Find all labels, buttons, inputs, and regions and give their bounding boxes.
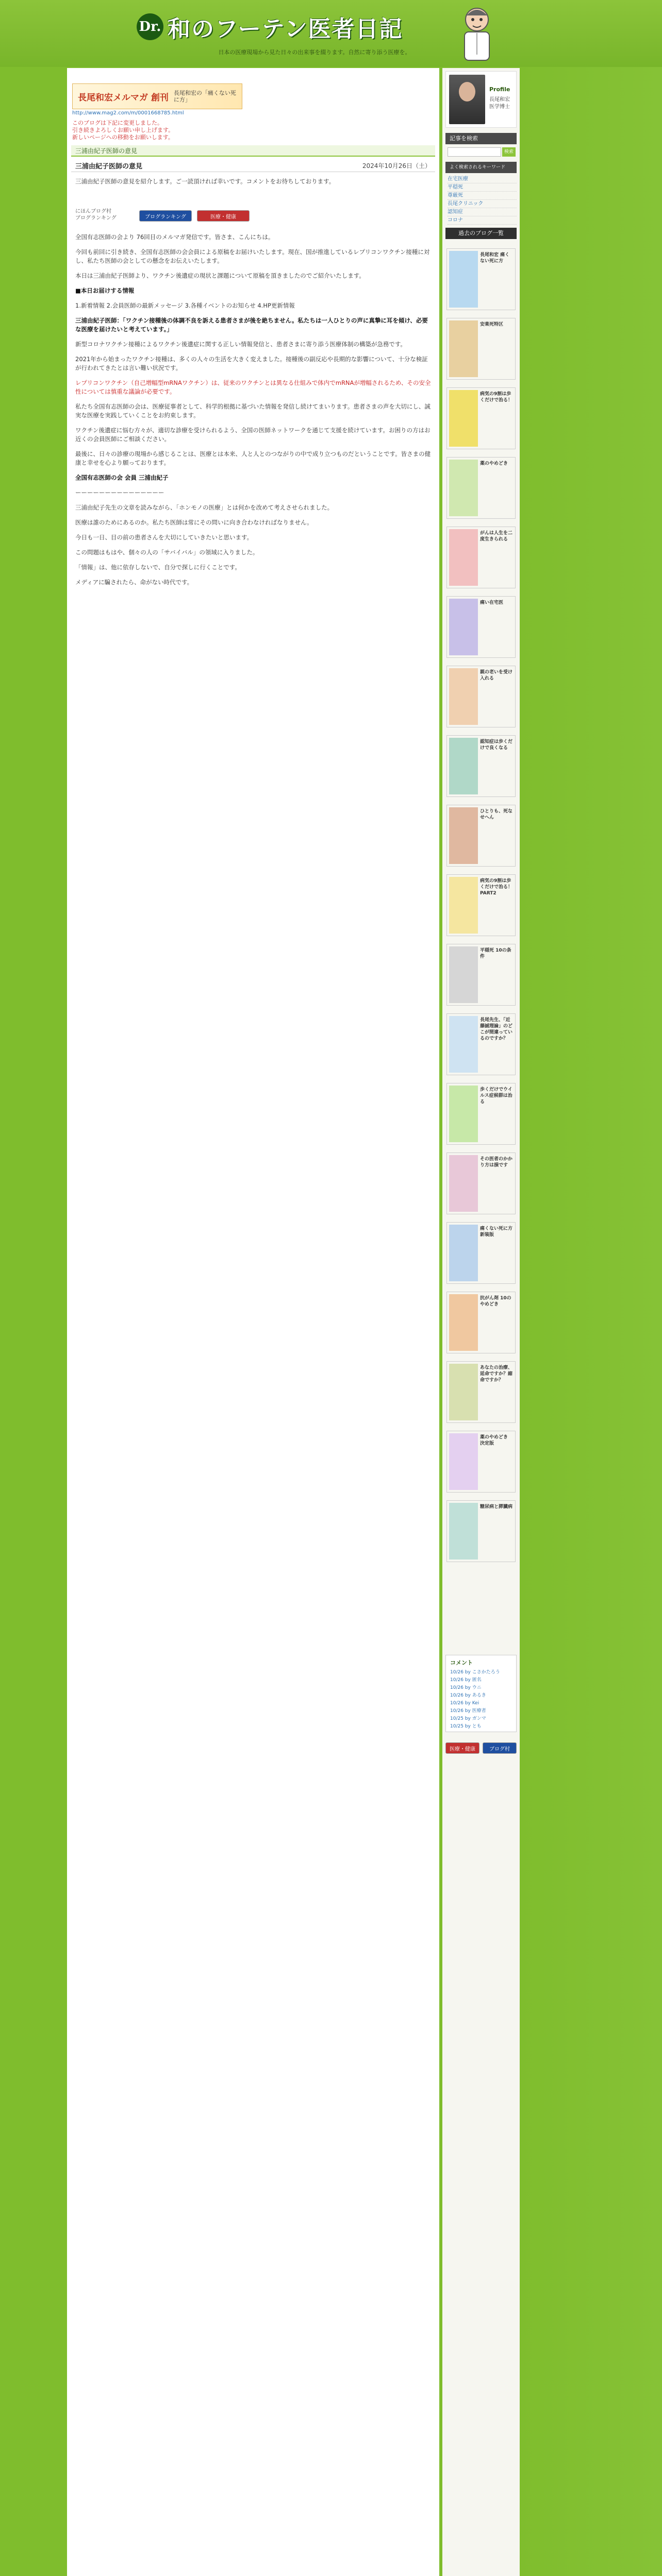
magazine-banner-sub: 長尾和宏の「痛くない死に方」 [173, 90, 236, 103]
book-ad[interactable] [446, 527, 516, 588]
book-ad[interactable] [446, 318, 516, 380]
keyword-item[interactable]: コロナ [448, 216, 517, 225]
logo-mark: Dr. [137, 13, 163, 40]
body-paragraph: 医療は誰のためにあるのか。私たち医師は常にその問いに向き合わなければなりません。 [75, 519, 313, 526]
profile-name[interactable]: 長尾和宏 医学博士 [489, 97, 510, 110]
body-signature: 全国有志医師の会 会員 三浦由紀子 [75, 474, 169, 481]
keyword-heading: よく検索されるキーワード [445, 162, 517, 173]
book-title: がんは人生を二度生きられる [480, 531, 513, 542]
blog-ranking-badge[interactable]: ブログランキング [139, 210, 192, 222]
book-ad[interactable] [446, 248, 516, 310]
book-ad[interactable] [446, 1500, 516, 1562]
book-ad[interactable] [446, 457, 516, 519]
book-title: 長尾先生、「近藤誠理論」のどこが間違っているのですか？ [480, 1018, 513, 1041]
book-cover [449, 1433, 478, 1490]
sidebar [442, 68, 520, 2576]
comment-item[interactable]: 10/26 by 医療者 [450, 1708, 486, 1714]
comment-item[interactable]: 10/26 by こさかたろう [450, 1670, 500, 1675]
book-ad[interactable] [446, 735, 516, 797]
category-bar[interactable]: 三浦由紀子医師の意見 [71, 145, 435, 157]
book-cover [449, 460, 478, 516]
medical-health-badge[interactable]: 医療・健康 [445, 1742, 479, 1754]
comment-item[interactable]: 10/25 by とも [450, 1724, 482, 1729]
body-divider: ーーーーーーーーーーーーーーー [75, 489, 164, 496]
book-ad[interactable] [446, 874, 516, 936]
book-ad[interactable] [446, 1013, 516, 1075]
main-column [67, 68, 439, 2576]
book-cover [449, 320, 478, 377]
entry-body [75, 233, 431, 593]
book-ad[interactable] [446, 1222, 516, 1284]
book-title: ひとりも、死なせへん [480, 809, 513, 820]
entry-title[interactable]: 三浦由紀子医師の意見 [75, 163, 143, 171]
keyword-item[interactable]: 長尾クリニック [448, 200, 517, 208]
search-heading: 記事を検索 [445, 133, 517, 144]
magazine-link[interactable]: http://www.mag2.com/m/0001668785.html [72, 110, 184, 116]
comment-item[interactable]: 10/25 by ガンマ [450, 1716, 486, 1721]
book-title: 痛い在宅医 [480, 600, 504, 605]
book-cover [449, 390, 478, 447]
entry-date: 2024年10月26日（土） [362, 162, 431, 170]
magazine-banner-title: 長尾和宏メルマガ 創刊 [78, 92, 169, 103]
book-cover [449, 251, 478, 308]
book-ad[interactable] [446, 1292, 516, 1353]
body-paragraph: レプリコンワクチン（自己増幅型mRNAワクチン）は、従来のワクチンとは異なる仕組みで体内でmRNAが増幅されるため、その安全性については慎重な議論が必要です。 [75, 379, 431, 395]
book-title: 病気の9割は歩くだけで治る！ PART2 [480, 878, 513, 896]
body-paragraph: 最後に、日々の診療の現場から感じることは、医療とは本来、人と人とのつながりの中で成り立つものだということです。皆さまの健康と幸せを心より願っております。 [75, 450, 431, 466]
body-paragraph: 「情報」は、他に依存しないで、自分で探しに行くことです。 [75, 564, 241, 571]
body-paragraph: 新型コロナワクチン接種によるワクチン後遺症に関する正しい情報発信と、患者さまに寄り添う医療体制の構築が急務です。 [75, 341, 406, 348]
profile-box [445, 71, 517, 128]
book-title: 平穏死 10の条件 [480, 948, 511, 959]
keyword-list [448, 175, 517, 225]
body-paragraph: 私たち全国有志医師の会は、医療従事者として、科学的根拠に基づいた情報を発信し続けてまいります。患者さまの声を大切にし、誠実な医療を実践していくことをお約束します。 [75, 403, 431, 419]
blog-village-badge[interactable]: ブログ村 [483, 1742, 517, 1754]
book-ad[interactable] [446, 1083, 516, 1145]
book-ad[interactable] [446, 596, 516, 658]
book-title: あなたの治療、延命ですか？縮命ですか？ [480, 1365, 513, 1383]
keyword-item[interactable]: 認知症 [448, 208, 517, 216]
keyword-item[interactable]: 平穏死 [448, 183, 517, 192]
book-cover [449, 529, 478, 586]
body-paragraph: 1.新着情報 2.会員医師の最新メッセージ 3.各種イベントのお知らせ 4.HP更新情報 [75, 302, 295, 309]
book-ad[interactable] [446, 805, 516, 867]
body-paragraph: この問題はもはや、個々の人の「サバイバル」の領域に入りました。 [75, 549, 259, 556]
book-ad[interactable] [446, 1361, 516, 1423]
ranking-badges [139, 210, 250, 222]
body-paragraph: 今日も一日、目の前の患者さんを大切にしていきたいと思います。 [75, 534, 253, 541]
keyword-item[interactable]: 在宅医療 [448, 175, 517, 183]
profile-heading: Profile [489, 86, 510, 93]
profile-photo [449, 75, 485, 124]
book-cover [449, 1364, 478, 1420]
comment-item[interactable]: 10/26 by 匿名 [450, 1677, 482, 1683]
site-title[interactable]: 和のフーテン医者日記 [168, 16, 403, 42]
book-ad[interactable] [446, 1153, 516, 1214]
site-header [0, 0, 662, 67]
archive-button[interactable]: 過去のブログ一覧 [445, 228, 517, 239]
left-background [0, 0, 67, 2576]
comment-item[interactable]: 10/26 by あるき [450, 1693, 486, 1698]
comment-item[interactable]: 10/26 by ウニ [450, 1685, 482, 1690]
body-paragraph: 三浦由紀子医師：「ワクチン接種後の体調不良を訴える患者さまが後を絶ちません。私たちは一人ひとりの声に真摯に耳を傾け、必要な医療を届けたいと考えています。」 [75, 317, 428, 333]
body-paragraph: 三浦由紀子先生の文章を読みながら、「ホンモノの医療」とは何かを改めて考えさせられました。 [75, 504, 334, 511]
book-cover [449, 668, 478, 725]
book-ad[interactable] [446, 944, 516, 1006]
body-heading: ■本日お届けする情報 [75, 287, 135, 294]
book-title: 病気の9割は歩くだけで治る！ [480, 392, 513, 403]
book-title: 抗がん剤 10のやめどき [480, 1296, 511, 1307]
book-cover [449, 1225, 478, 1281]
body-paragraph: メディアに騙されたら、命がない時代です。 [75, 579, 193, 586]
book-cover [449, 877, 478, 934]
body-paragraph: 全国有志医師の会より 76回目のメルマガ発信です。皆さま、こんにちは。 [75, 233, 274, 241]
book-ad[interactable] [446, 1431, 516, 1493]
move-notice: このブログは下記に変更しました。 引き続きよろしくお願い申し上げます。 新しいページへの移動をお願いします。 [72, 120, 174, 141]
book-cover [449, 1086, 478, 1142]
book-cover [449, 1155, 478, 1212]
book-cover [449, 1016, 478, 1073]
header-description: 日本の医療現場から見た日々の出来事を綴ります。自然に寄り添う医療を。 [218, 49, 411, 56]
magazine-banner[interactable] [72, 83, 242, 109]
book-title: 親の老いを受け入れる [480, 670, 513, 681]
book-title: 認知症は歩くだけで良くなる [480, 739, 513, 751]
book-cover [449, 599, 478, 655]
book-cover [449, 807, 478, 864]
book-title: 痛くない死に方 新装版 [480, 1226, 513, 1238]
medical-health-badge[interactable]: 医療・健康 [197, 210, 250, 222]
book-cover [449, 946, 478, 1003]
comments-title: コメント [450, 1659, 473, 1666]
book-title: 歩くだけでウイルス症候群は治る [480, 1087, 512, 1105]
body-paragraph: ワクチン後遺症に悩む方々が、適切な診療を受けられるよう、全国の医師ネットワークを通じて支援を続けています。お困りの方はお近くの会員医師にご相談ください。 [75, 427, 431, 443]
search-button[interactable]: 検索 [502, 147, 516, 157]
book-ad[interactable] [446, 666, 516, 727]
sidebar-badges [445, 1742, 517, 1754]
book-title: その医者のかかり方は損です [480, 1157, 513, 1168]
book-title: 長尾和宏 痛くない死に方 [480, 252, 510, 264]
book-cover [449, 1503, 478, 1560]
book-cover [449, 1294, 478, 1351]
book-cover [449, 738, 478, 794]
entry-intro: 三浦由紀子医師の意見を紹介します。ご一読頂ければ幸いです。コメントをお待ちしております。 [75, 178, 335, 185]
book-title: 薬のやめどき [480, 461, 508, 466]
keyword-item[interactable]: 尊厳死 [448, 192, 517, 200]
right-background [520, 0, 662, 2576]
blog-village-note[interactable]: にほんブログ村 ブログランキング [75, 209, 117, 221]
comment-item[interactable]: 10/26 by Kei [450, 1701, 479, 1706]
site-logo[interactable] [137, 11, 425, 42]
body-paragraph: 2021年から始まったワクチン接種は、多くの人々の生活を大きく変えました。接種後の副反応や長期的な影響について、十分な検証が行われてきたとは言い難い状況です。 [75, 355, 428, 371]
search-input[interactable] [448, 147, 501, 157]
body-paragraph: 今回も前回に引き続き、全国有志医師の会会員による原稿をお届けいたします。現在、国が推進しているレプリコンワクチン接種に対し、私たち医師の会としての懸念をお伝えいたします。 [75, 248, 430, 264]
book-ad[interactable] [446, 387, 516, 449]
book-title: 薬のやめどき 決定版 [480, 1435, 508, 1446]
book-title: 安楽死特区 [480, 322, 504, 327]
body-paragraph: 本日は三浦由紀子医師より、ワクチン後遺症の現状と課題について原稿を頂きましたのでご紹介いたします。 [75, 272, 365, 279]
book-title: 糖尿病と膵臓病 [480, 1504, 513, 1510]
comments-list [450, 1669, 514, 1731]
entry-header [71, 159, 435, 172]
recent-comments [445, 1655, 517, 1732]
